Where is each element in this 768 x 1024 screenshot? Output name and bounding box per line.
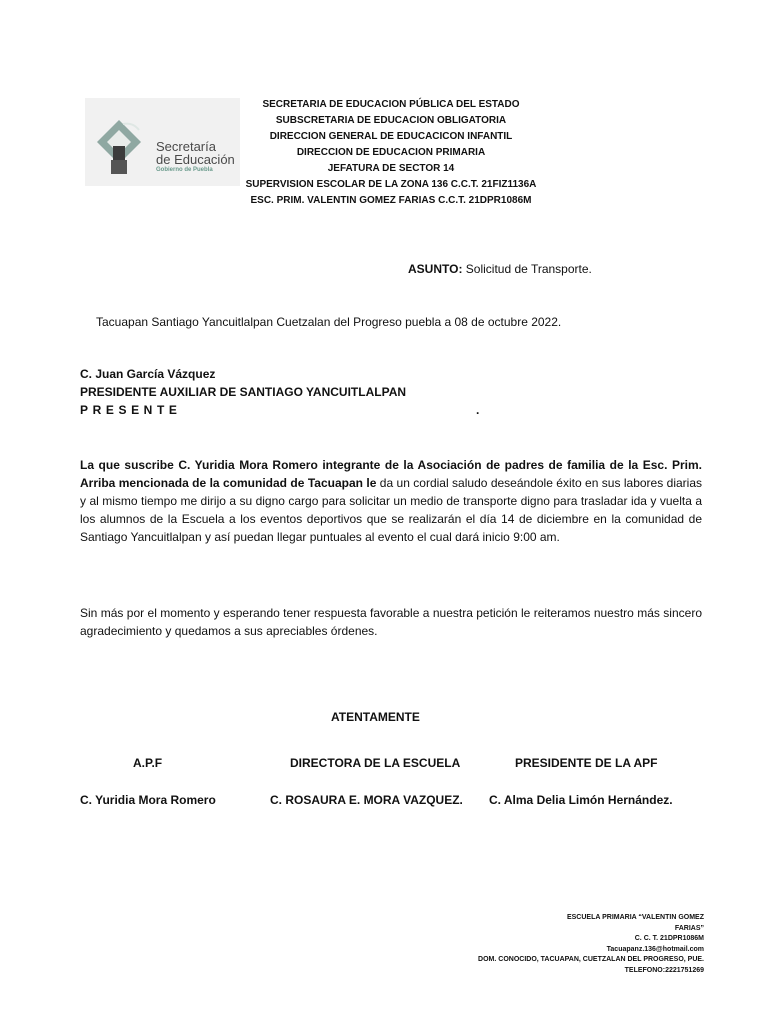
signature-name-apf: C. Yuridia Mora Romero [80, 793, 216, 807]
place-date: Tacuapan Santiago Yancuitlalpan Cuetzalan del Progreso puebla a 08 de octubre 2022. [96, 315, 562, 329]
footer-address: DOM. CONOCIDO, TACUAPAN, CUETZALAN DEL PROGRESO, PUE. [478, 956, 704, 963]
presente-dot: . [476, 403, 480, 417]
header-line: DIRECCION DE EDUCACION PRIMARIA [296, 147, 486, 158]
presente-label: PRESENTE [80, 403, 182, 417]
footer-phone: TELEFONO:2221751269 [624, 966, 704, 974]
signature-role-director: DIRECTORA DE LA ESCUELA [290, 756, 461, 770]
header-line: ESC. PRIM. VALENTIN GOMEZ FARIAS C.C.T. 21DPR1086M [250, 195, 532, 206]
recipient-title: PRESIDENTE AUXILIAR DE SANTIAGO YANCUITLALPAN [80, 385, 407, 399]
closing: ATENTAMENTE [331, 710, 420, 724]
subject-label: ASUNTO: [408, 262, 463, 276]
body-lead-text: La que suscribe C. Yuridia Mora Romero integrante de la Asociación de padres de familia de la Esc. Prim. Arriba mencionada de la comunidad de Tacuapan le [80, 458, 702, 490]
school-footer [440, 913, 704, 976]
subject-text: Solicitud de Transporte. [462, 262, 592, 276]
government-emblem-icon [93, 116, 145, 178]
body-text: da un cordial saludo deseándole éxito en sus labores diarias y al mismo tiempo me dirijo a su digno cargo para solicitar un medio de transporte digno para trasladar ida y vuelta a los alumnos de la Escuela a los eventos deportivos que se realizarán el día 14 de diciembre en la comunidad de Santiago Yancuitlalpan y así puedan llegar puntuales al evento el cual dará inicio 9:00 am. [80, 476, 702, 544]
footer-email: Tacuapanz.136@hotmail.com [606, 945, 704, 953]
footer-line: ESCUELA PRIMARIA “VALENTIN GOMEZ [566, 914, 704, 921]
footer-line: FARIAS” [674, 924, 704, 932]
header-line: SUBSCRETARIA DE EDUCACION OBLIGATORIA [275, 115, 507, 126]
secretaria-educacion-logo [85, 98, 240, 186]
subject-line [408, 262, 592, 276]
logo-line-2: de Educación [156, 152, 235, 167]
letterhead [230, 97, 552, 209]
body-paragraph-2: Sin más por el momento y esperando tener respuesta favorable a nuestra petición le reiteramos nuestro más sincero agradecimiento y quedamos a sus apreciables órdenes. [80, 606, 702, 638]
logo-line-1: Secretaría [156, 139, 216, 154]
logo-line-3: Gobierno de Puebla [156, 167, 213, 173]
footer-line: C. C. T. 21DPR1086M [634, 935, 704, 942]
recipient-name: C. Juan García Vázquez [80, 367, 216, 381]
header-line: SUPERVISION ESCOLAR DE LA ZONA 136 C.C.T. 21FIZ1136A [245, 179, 537, 190]
header-line: DIRECCION GENERAL DE EDUCACICON INFANTIL [269, 131, 513, 142]
header-line: JEFATURA DE SECTOR 14 [327, 163, 455, 174]
signature-name-director: C. ROSAURA E. MORA VAZQUEZ. [270, 793, 463, 807]
header-line: SECRETARIA DE EDUCACION PÚBLICA DEL ESTADO [262, 99, 520, 110]
signature-role-president: PRESIDENTE DE LA APF [515, 756, 658, 770]
signature-name-president: C. Alma Delia Limón Hernández. [489, 793, 673, 807]
signature-role-apf: A.P.F [133, 756, 163, 770]
body-paragraph-1 [80, 456, 702, 546]
